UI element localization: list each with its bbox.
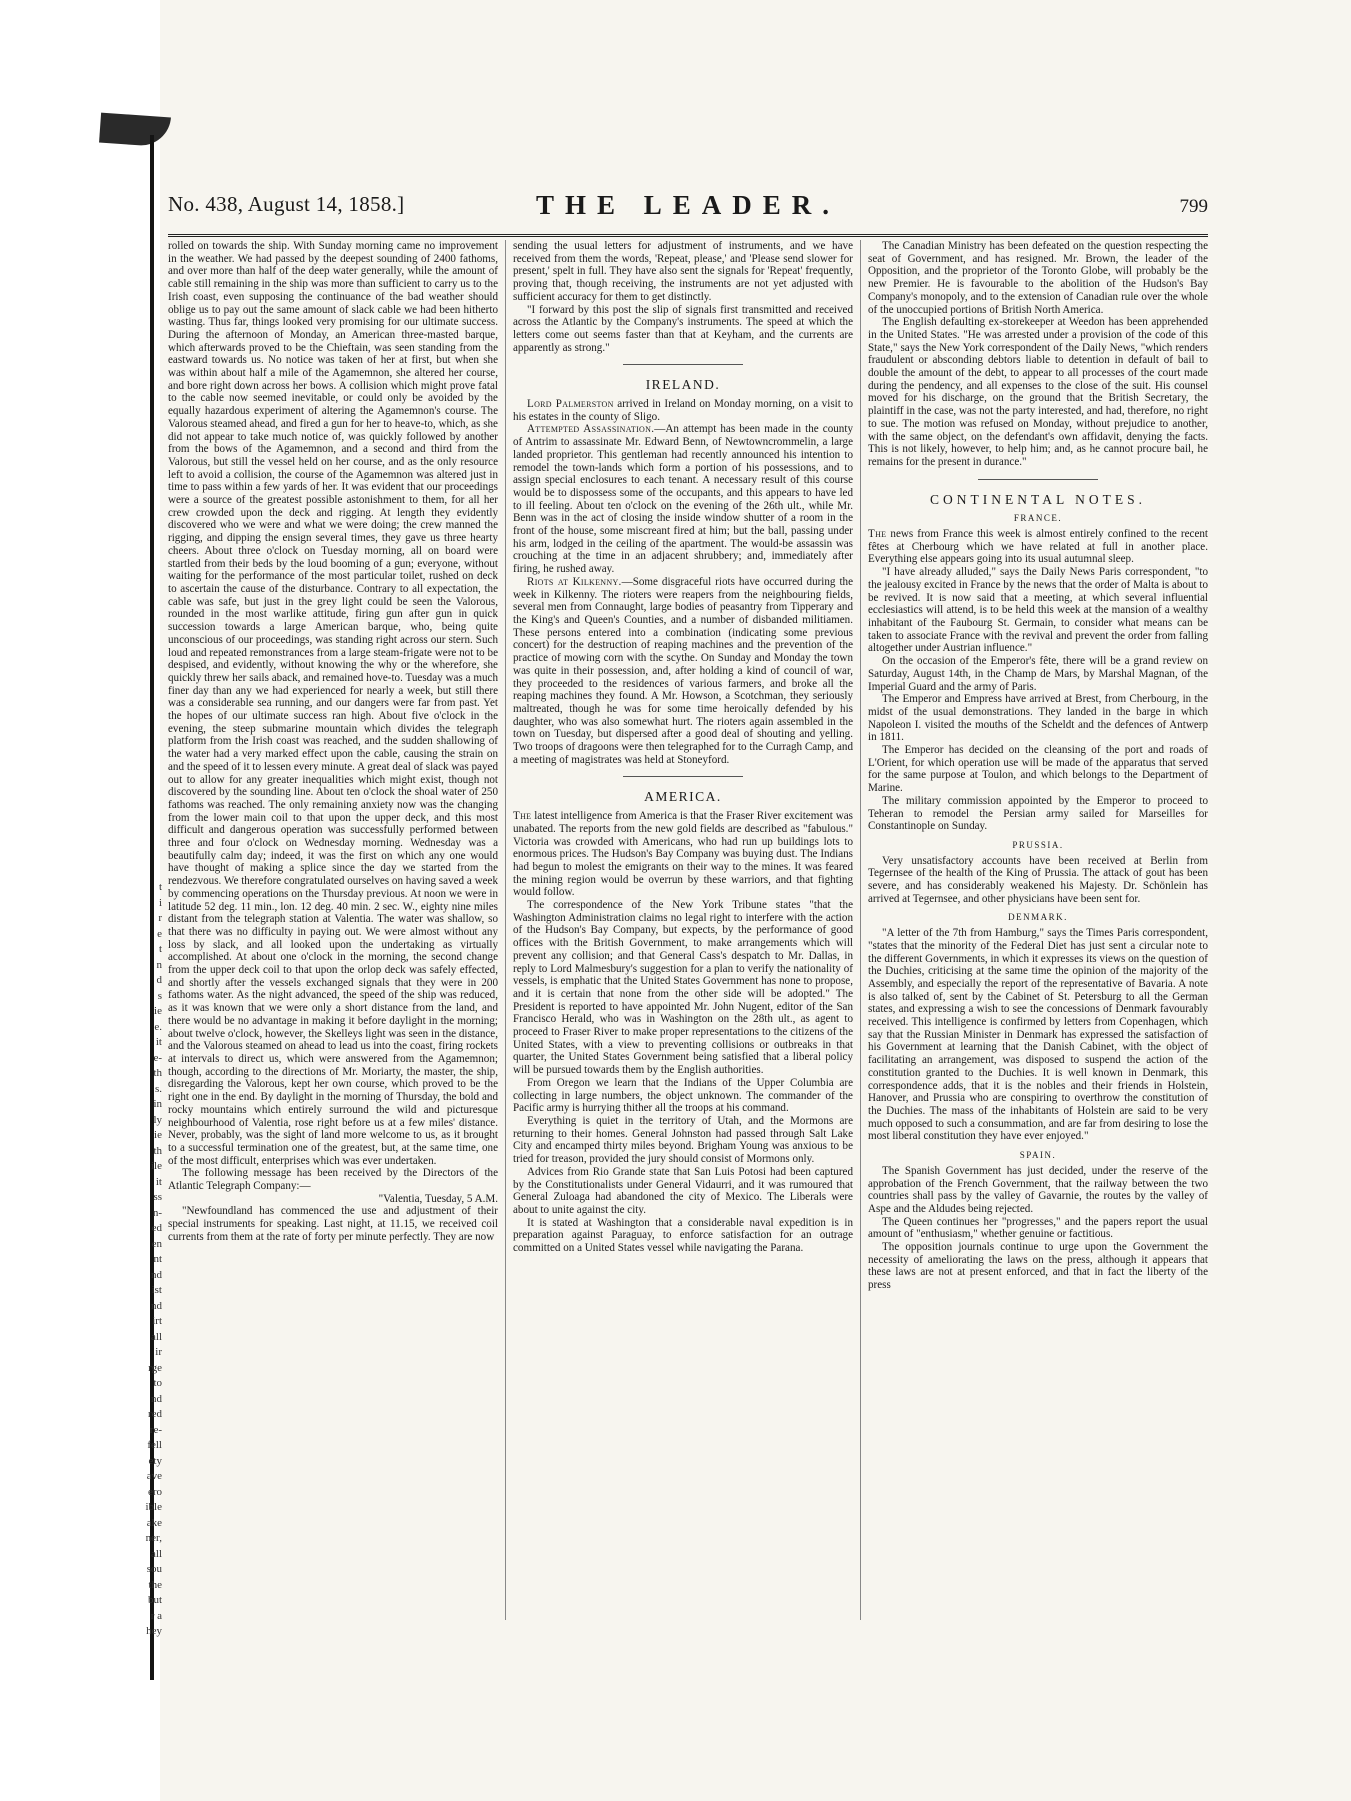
facing-page-fragments (140, 880, 162, 1640)
article-paragraph: The following message has been received by the Directors of the Atlantic Telegraph Company:— (168, 1167, 498, 1193)
lead-in: Riots at Kilkenny. (527, 575, 622, 588)
margin-fragment: but (147, 1594, 162, 1606)
article-paragraph: It is stated at Washington that a considerable naval expedition is in preparation against Paraguay, to enforce satisfaction for an outrage committed on a United States vessel while navigating the Parana. (513, 1216, 853, 1255)
article-paragraph: The Emperor and Empress have arrived at Brest, from Cherbourg, in the midst of the usual demonstrations. They landed in the barge in which Napoleon I. visited the mouths of the Scheldt and the defences of Antwerp in 1811. (868, 693, 1208, 744)
lead-in: Attempted Assassination. (527, 423, 655, 436)
letter-dateline: "Valentia, Tuesday, 5 A.M. (378, 1192, 498, 1205)
columns (168, 240, 1208, 1620)
article-paragraph (513, 810, 853, 899)
margin-fragment: irt (152, 1315, 162, 1327)
page-number: 799 (1179, 196, 1208, 217)
margin-fragment: nd (151, 1299, 162, 1312)
column-1 (168, 240, 498, 1620)
lead-in: Lord Palmerston (527, 398, 614, 411)
article-paragraph: The correspondence of the New York Tribune states "that the Washington Administration claims no legal right to interfere with the action of the Hudson's Bay Company, but expects, by the performance of good offices with the British Government, to make arrangements which will prevent any collision; and that General Cass's despatch to Mr. Dallas, in reply to Lord Malmesbury's suggestion for a plan to verify the nationality of vessels, is emphatic that the United States Government has none to propose, and it is certain that none from the other side will be adopted." The President is reported to have appointed Mr. John Nugent, editor of the San Francisco Herald, who was in Washington on the 28th ult., as agent to proceed to Fraser River to make proper representations to the citizens of the United States, with a view to preventing collisions or outbreaks in that quarter, the United States Government being satisfied that a liberal policy will be pursued towards them by the English authorities. (513, 899, 853, 1077)
article-paragraph: "I have already alluded," says the Daily News Paris correspondent, "to the jealousy excited in France by the news that the order of Malta is about to be revived. It is now said that a meeting, at which several influential ecclesiastics will attend, is to be held this week at the mansion of a wealthy inhabitant of the Faubourg St. Germain, to consider what means can be taken to associate France with the revival and prevent the order from falling altogether under Austrian influence." (868, 566, 1208, 655)
margin-fragment: n (156, 958, 162, 971)
issue-date: No. 438, August 14, 1858.] (168, 192, 405, 216)
article-paragraph: The opposition journals continue to urge upon the Government the necessity of ameliorating the laws on the press, although it appears that these laws are not at present enforced, and that in fact the liberty of the press (868, 1241, 1208, 1292)
subheading-denmark: DENMARK. (1008, 912, 1068, 923)
margin-fragment: ist (151, 1284, 162, 1296)
margin-fragment: ly (153, 1113, 162, 1126)
article-paragraph: From Oregon we learn that the Indians of the Upper Columbia are collecting in large numbers, the object unknown. The commander of the Pacific army is hurrying thither all the troops at his command. (513, 1076, 853, 1115)
article-paragraph: Advices from Rio Grande state that San Luis Potosi had been captured by the Constitutionalists under General Vidaurri, and it was rumoured that General Zuloaga had abandoned the city of Mexico. The Liberals were about to unite against the city. (513, 1165, 853, 1216)
margin-fragment: nd (151, 1392, 162, 1405)
margin-fragment: en (151, 1237, 162, 1250)
margin-fragment: the (148, 1578, 162, 1591)
article-paragraph: sending the usual letters for adjustment of instruments, and we have received from them the words, 'Repeat, please,' and 'Please send slower for present,' spelt in full. They have also sent the signals for 'Repeat' frequently, proving that, though receiving, the instruments are not yet adjusted with sufficient accuracy for them to get distinctly. (513, 240, 853, 303)
margin-fragment: t (158, 881, 162, 893)
margin-fragment: s (157, 989, 162, 1002)
newspaper-title: THE LEADER. (535, 190, 841, 220)
margin-fragment: ety (148, 1454, 162, 1467)
subheading-spain: SPAIN. (1019, 1150, 1057, 1161)
margin-fragment: rge (148, 1361, 162, 1374)
margin-fragment: ero (147, 1485, 162, 1498)
paragraph-text: —An attempt has been made in the county of Antrim to assassinate Mr. Edward Benn, of Newtowncrommelin, a large landed proprietor. This gentleman had recently announced his intention to remodel the town-lands which form a portion of his possessions, and to assign special enclosures to each tenant. A necessary result of this course would be to dispossess some of the occupants, and this appears to have led to ill feeling. About ten o'clock on the evening of the 26th ult., while Mr. Benn was in the act of closing the inside window shutter of a room in the front of the house, some miscreant fired at him; but the ball, passing under his arm, lodged in the ceiling of the apartment. The would-be assassin was crouching at the time in an adjacent shrubbery; and, immediately after firing, he rushed away. (513, 423, 853, 576)
article-paragraph (513, 576, 853, 767)
margin-fragment: to (153, 1377, 162, 1389)
article-paragraph: The Emperor has decided on the cleansing of the port and roads of L'Orient, for which operation use will be made of the apparatus that served for the same purpose at Toulon, and which belongs to the Department of Marine. (868, 744, 1208, 795)
section-divider (623, 776, 743, 777)
section-divider (623, 364, 743, 365)
margin-fragment: all (151, 1547, 162, 1560)
margin-fragment: all (151, 1330, 162, 1343)
margin-fragment: re- (149, 1423, 162, 1436)
margin-fragment: ner, (145, 1532, 162, 1544)
margin-fragment: ile (151, 1160, 162, 1172)
newspaper-page (168, 190, 1208, 1630)
article-paragraph (513, 423, 853, 575)
margin-fragment: hey (146, 1625, 162, 1637)
margin-fragment: ir (155, 1346, 162, 1358)
margin-fragment: ake (146, 1516, 162, 1529)
article-paragraph: Everything is quiet in the territory of Utah, and the Mormons are returning to their homes. General Johnston had passed through Salt Lake City and encamped thirty miles beyond. Brigham Young was anxious to be tried for treason, provided the jury should consist of Mormons only. (513, 1115, 853, 1166)
article-paragraph: "Newfoundland has commenced the use and adjustment of their special instruments for speaking. Last night, at 11.15, we received coil currents from them at the rate of forty per minute perfectly. They are now (168, 1205, 498, 1243)
article-paragraph: The military commission appointed by the Emperor to proceed to Teheran to remodel the Persian army sailed for Marseilles for Constantinople on Sunday. (868, 794, 1208, 833)
margin-fragment: nt (153, 1253, 162, 1265)
paragraph-text: —Some disgraceful riots have occurred during the week in Kilkenny. The rioters were reapers from the neighbouring fields, several men from Connaught, large bodies of peasantry from Tipperary and the King's and Queen's Counties, and a number of disbanded militiamen. These persons entered into a combination (indicating some previous concert) for the destruction of reaping machines and the prevention of the practice of mowing corn with the scythe. On Sunday and Monday the town was quite in their possession, and, after holding a kind of council of war, they proceeded to the residences of various farmers, and broke all the reaping machines they found. A Mr. Howson, a Scotchman, they seriously maltreated, though he was for some time heroically defended by his daughter, who was also somewhat hurt. The rioters again assembled in the town on Tuesday, but dispersed after a good deal of shouting and yelling. Two troops of dragoons were then telegraphed for to the Curragh Camp, and a meeting of magistrates was held at Stoneyford. (513, 575, 853, 766)
article-paragraph (513, 398, 853, 423)
binding-margin (0, 0, 160, 1801)
margin-fragment: fell (147, 1439, 162, 1451)
margin-fragment: ed (151, 1222, 162, 1234)
column-3 (860, 240, 1208, 1620)
section-heading-continental-notes: CONTINENTAL NOTES. (930, 491, 1146, 507)
lead-in: The (868, 528, 887, 541)
margin-fragment: t (158, 943, 162, 955)
margin-fragment: i (158, 896, 162, 909)
margin-fragment: ss (153, 1191, 162, 1203)
paragraph-text: news from France this week is almost entirely confined to the recent fêtes at Cherbourg which we have related at full in another place. Everything else appears going into its usual autumnal sleep. (868, 528, 1208, 566)
column-2 (505, 240, 853, 1620)
section-heading-america: AMERICA. (644, 789, 722, 805)
margin-fragment: d (156, 974, 162, 986)
page-header (168, 190, 1208, 237)
article-paragraph: "I forward by this post the slip of signals first transmitted and received across the Atlantic by the Company's instruments. The speed at which the letters come out seems faster than that at Keyham, and the currents are apparently as strong." (513, 303, 853, 354)
margin-fragment: nd (151, 1268, 162, 1281)
article-paragraph: The Canadian Ministry has been defeated on the question respecting the seat of Government, and has resigned. Mr. Brown, the leader of the Opposition, and the proprietor of the Toronto Globe, will probably be the new Premier. He is favourable to the abolition of the Hudson's Bay Company's monopoly, and to the extension of Canadian rule over the whole of the unoccupied portions of British North America. (868, 240, 1208, 316)
margin-fragment: e (157, 927, 162, 940)
paragraph-text: latest intelligence from America is that the Fraser River excitement was unabated. The reports from the new gold fields are described as "fabulous." Victoria was crowded with Americans, who had run up buildings lots to enormous prices. The Hudson's Bay Company was buying dust. The Indians had begun to molest the emigrants on their way to the mines. It was feared the mining region would be overrun by these warriors, and that fighting would follow. (513, 810, 853, 899)
margin-fragment: e- (153, 1051, 162, 1064)
article-paragraph: On the occasion of the Emperor's fête, there will be a grand review on Saturday, August 14th, in the Champ de Mars, by Marshal Magnan, of the Imperial Guard and the army of Paris. (868, 655, 1208, 693)
subheading-france: FRANCE. (1013, 513, 1063, 524)
margin-fragment: e. (154, 1020, 162, 1033)
article-paragraph (868, 528, 1208, 566)
article-paragraph: "A letter of the 7th from Hamburg," says the Times Paris correspondent, "states that the minority of the Federal Diet has just sent a circular note to the different Governments, in which it expresses its views on the question of the Duchies, criticising at the same time the opinion of the majority of the Assembly, and especially the report of the representative of Bavaria. A note is also talked of, sent by the Cabinet of St. Petersburg to all the German states, and expressing a wish to see the concessions of Denmark favourably received. This intelligence is confirmed by letters from Copenhagen, which say that the Russian Minister in Denmark has expressed the satisfaction of his Government at learning that the Danish Cabinet, with the object of facilitating an arrangement, was disposed to suspend the action of the constitution granted to the Duchies. It is well known in Denmark, this correspondence adds, that it is the nobles and their friends in Holstein, Hanover, and Prussia who are conspiring to overthrow the constitution of the Duchies. The mass of the inhabitants of Holstein are said to be very much opposed to such a consummation, and are far from desiring to lose the most liberal constitution they have ever enjoyed." (868, 927, 1208, 1143)
margin-fragment: in (153, 1098, 162, 1110)
margin-fragment: sou (146, 1563, 162, 1575)
margin-fragment: r a (150, 1609, 162, 1622)
article-paragraph: The English defaulting ex-storekeeper at Weedon has been apprehended in the United States. "He was arrested under a provision of the code of this State," says the New York correspondent of the Daily News, "which renders fraudulent or absconding debtors liable to detention in default of bail to double the amount of the debt, to appear to all processes of the court made during the pendency, and all expenses to the close of the suit. His counsel moved for his discharge, on the ground that the British Secretary, the plaintiff in the case, was not the party interested, and had, therefore, no right to sue. The motion was refused on Monday, without prejudice to another, with the same object, on the defendant's own affidavit, denying the facts. This is not likely, however, to help him; and, as he cannot procure bail, he remains for the present in durance." (868, 316, 1208, 468)
margin-fragment: r (158, 912, 162, 924)
margin-fragment: it (155, 1175, 162, 1188)
article-paragraph: Very unsatisfactory accounts have been received at Berlin from Tegernsee of the health of the King of Prussia. The attack of gout has been severe, and has considerably weakened his Majesty. Dr. Schönlein has arrived at Tegernsee, and other physicians have been sent for. (868, 854, 1208, 905)
paragraph-text: arrived in Ireland on Monday morning, on a visit to his estates in the county of Sligo. (513, 398, 853, 423)
margin-fragment: n- (152, 1206, 162, 1219)
margin-fragment: it (155, 1036, 162, 1048)
margin-fragment: ie (154, 1005, 162, 1017)
article-paragraph: The Queen continues her "progresses," and the papers report the usual amount of "enthusiasm," whether genuine or factitious. (868, 1215, 1208, 1241)
section-heading-ireland: IRELAND. (645, 377, 721, 393)
page-curl-shadow (99, 113, 171, 148)
lead-in: The (513, 810, 532, 823)
margin-fragment: red (147, 1408, 162, 1420)
section-divider (978, 479, 1098, 480)
margin-fragment: th (153, 1144, 162, 1157)
margin-fragment: ible (145, 1501, 162, 1513)
article-paragraph: rolled on towards the ship. With Sunday morning came no improvement in the weather. We had passed by the deepest sounding of 2400 fathoms, and over more than half of the deep water generally, while the amount of cable still remaining in the ship was more than sufficient to carry us to the Irish coast, even supposing the continuance of the bad weather should oblige us to pay out the same amount of slack cable we had been hitherto wasting. Thus far, things looked very promising for our ultimate success. During the afternoon of Monday, an American three-masted barque, which afterwards proved to be the Chieftain, was seen standing from the eastward towards us. No notice was taken of her at first, but when she was within about half a mile of the Agamemnon, she altered her course, and bore right down across her bows. A collision which might prove fatal to the cable now seemed inevitable, or could only be avoided by the equally hazardous experiment of altering the Agamemnon's course. The Valorous steamed ahead, and fired a gun for her to heave-to, which, as she did not appear to take much notice of, was quickly followed by another from the bows of the Agamemnon, and a second and third from the Valorous, but still the vessel held on her course, and as the only resource left to avoid a collision, the course of the Agamemnon was altered just in time to pass within a few yards of her. It was evident that our proceedings were a source of the greatest possible astonishment to them, for all her crew crowded upon the deck and rigging. At length they evidently discovered who we were and what we were doing; the crew manned the rigging, and dipping the ensign several times, they gave us three hearty cheers. About three o'clock on Tuesday morning, all on board were startled from their beds by the loud booming of a gun; everyone, without waiting for the performance of the most particular toilet, rushed on deck to ascertain the cause of the disturbance. Contrary to all expectation, the cable was safe, but just in the grey light could be seen the Valorous, rounded in the most warlike attitude, firing gun after gun in quick succession towards a large American barque, who, being quite unconscious of our proceedings, was standing right across our stern. Such loud and repeated remonstrances from a large steam-frigate were not to be despised, and evidently, without knowing the why or the wherefore, she quickly threw her sails aback, and remained hove-to. Tuesday was a much finer day than any we had experienced for nearly a week, but still there was a considerable sea running, and our dangers were far from past. Yet the hopes of our ultimate success ran high. About five o'clock in the evening, the steep submarine mountain which divides the telegraph platform from the Irish coast was reached, and the sudden shallowing of the water had a very marked effect upon the cable, causing the strain on and the speed of it to lessen every minute. A great deal of slack was payed out to allow for any greater inequalities which might exist, though not discovered by the sounding line. About ten o'clock the shoal water of 250 fathoms was reached. The only remaining anxiety now was the changing from the lower main coil to that upon the upper deck, and this most difficult and dangerous operation was successfully performed between three and four o'clock on Wednesday morning. Wednesday was a beautifully calm day; indeed, it was the first on which any one would have thought of making a splice since the day we started from the rendezvous. We therefore congratulated ourselves on having saved a week by commencing operations on the Thursday previous. At noon we were in latitude 52 deg. 11 min., lon. 12 deg. 40 min. 2 sec. W., eighty nine miles distant from the telegraph station at Valentia. The water was shallow, so that there was no difficulty in paying out. We were almost without any loss by slack, and all looked upon the undertaking as virtually accomplished. At about one o'clock in the morning, the second change from the upper deck coil to that upon the orlop deck was safely effected, and shortly after the vessels exchanged signals that they were in 200 fathoms water. As the night advanced, the speed of the ship was reduced, as it was known that we were only a short distance from the land, and there would be no advantage in making it before daylight in the morning; about twelve o'clock, however, the Skelleys light was seen in the distance, and the Valorous steamed on ahead to lead us into the coast, firing rockets at intervals to direct us, which were answered from the Agamemnon; though, according to the directions of Mr. Moriarty, the master, the ship, disregarding the Valorous, kept her own course, which proved to be the right one in the end. By daylight in the morning of Thursday, the bold and rocky mountains which entirely surround the wild and picturesque neighbourhood of Valentia, rose right before us at a few miles' distance. Never, probably, was the sight of land more welcome to us, as it brought to a successful termination one of the greatest, but, at the same time, one of the most difficult, enterprises which was ever undertaken. (168, 240, 498, 1167)
subheading-prussia: PRUSSIA. (1012, 839, 1064, 850)
margin-fragment: ie (154, 1129, 162, 1141)
article-paragraph: The Spanish Government has just decided, under the reserve of the approbation of the French Government, that the railway between the two countries shall pass by the valley of Gavarnie, the routes by the valley of Aspe and the Aldudes being rejected. (868, 1164, 1208, 1215)
margin-fragment: th (153, 1067, 162, 1079)
margin-fragment: s. (154, 1082, 162, 1095)
margin-fragment: ave (146, 1470, 162, 1482)
